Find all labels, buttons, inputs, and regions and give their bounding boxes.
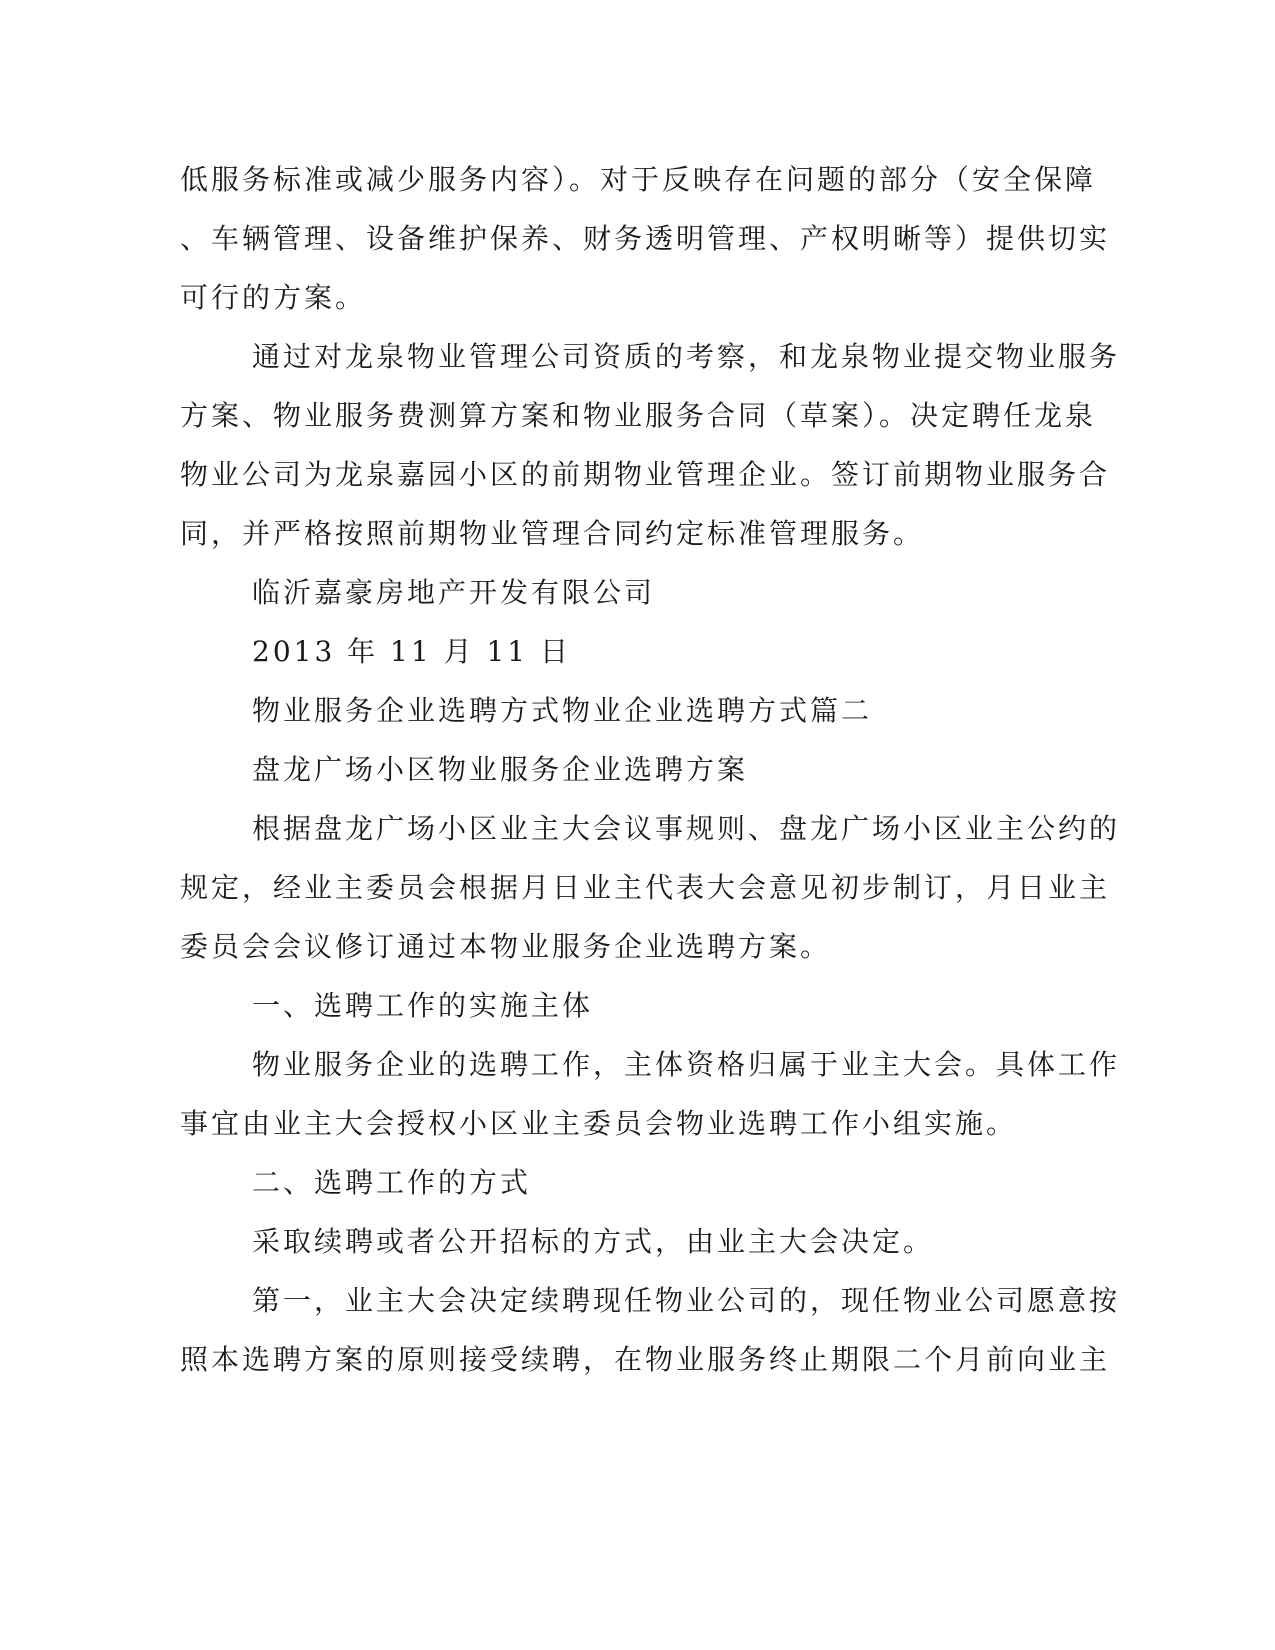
body-text-line: 同，并严格按照前期物业管理合同约定标准管理服务。 — [180, 517, 925, 550]
body-text-line: 方案、物业服务费测算方案和物业服务合同（草案）。决定聘任龙泉 — [180, 399, 1097, 432]
signature-date: 2013 年 11 月 11 日 — [252, 635, 572, 668]
section-heading: 物业服务企业选聘方式物业企业选聘方式篇二 — [252, 694, 873, 727]
section-heading: 一、选聘工作的实施主体 — [252, 989, 594, 1022]
paragraph-first-line: 根据盘龙广场小区业主大会议事规则、盘龙广场小区业主公约的 — [252, 812, 1121, 845]
paragraph-first-line: 第一，业主大会决定续聘现任物业公司的，现任物业公司愿意按 — [252, 1284, 1121, 1317]
body-text-line: 物业公司为龙泉嘉园小区的前期物业管理企业。签订前期物业服务合 — [180, 458, 1111, 491]
document-title: 盘龙广场小区物业服务企业选聘方案 — [252, 753, 749, 786]
body-text-line: 委员会会议修订通过本物业服务企业选聘方案。 — [180, 930, 832, 963]
body-text-line: 低服务标准或减少服务内容）。对于反映存在问题的部分（安全保障 — [180, 163, 1097, 196]
paragraph-first-line: 通过对龙泉物业管理公司资质的考察，和龙泉物业提交物业服务 — [252, 340, 1121, 373]
section-heading: 二、选聘工作的方式 — [252, 1166, 532, 1199]
body-text-line: 事宜由业主大会授权小区业主委员会物业选聘工作小组实施。 — [180, 1107, 1018, 1140]
paragraph-first-line: 采取续聘或者公开招标的方式，由业主大会决定。 — [252, 1225, 935, 1258]
paragraph-first-line: 物业服务企业的选聘工作，主体资格归属于业主大会。具体工作 — [252, 1048, 1121, 1081]
body-text-line: 可行的方案。 — [180, 281, 367, 314]
body-text-line: 、车辆管理、设备维护保养、财务透明管理、产权明晰等）提供切实 — [180, 222, 1111, 255]
body-text-line: 照本选聘方案的原则接受续聘，在物业服务终止期限二个月前向业主 — [180, 1343, 1111, 1376]
company-signature: 临沂嘉豪房地产开发有限公司 — [252, 576, 656, 609]
body-text-line: 规定，经业主委员会根据月日业主代表大会意见初步制订，月日业主 — [180, 871, 1111, 904]
